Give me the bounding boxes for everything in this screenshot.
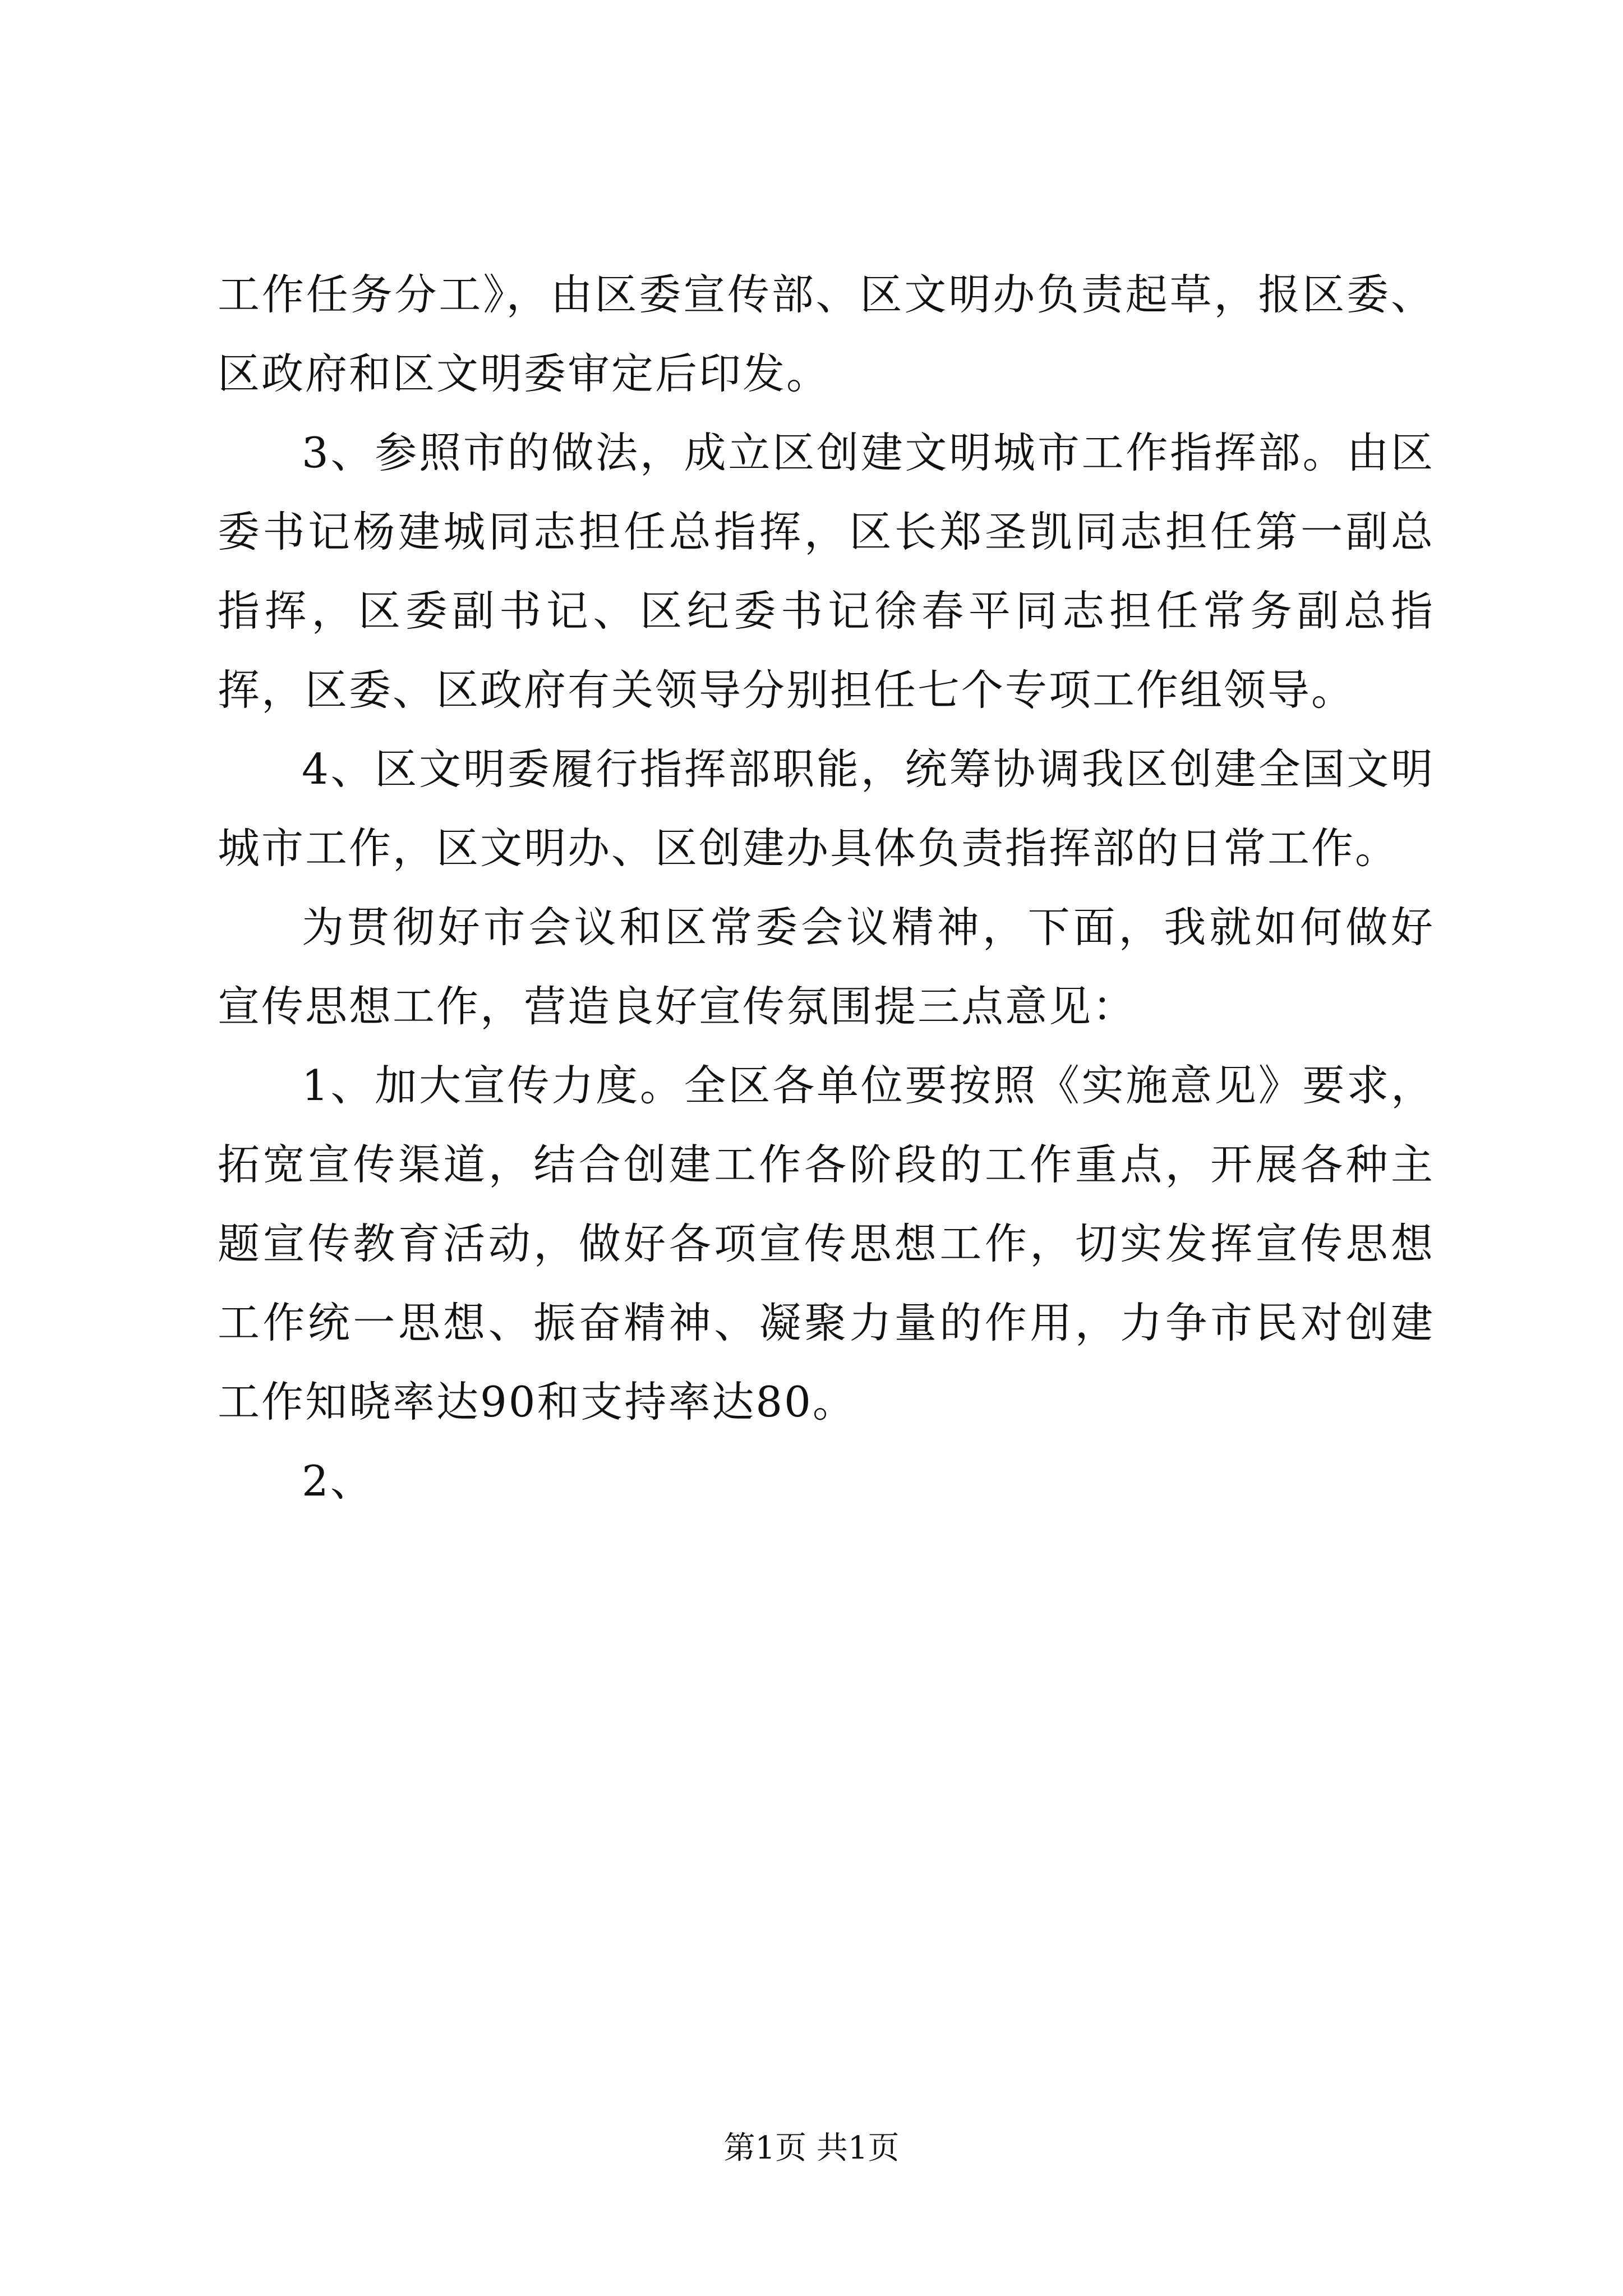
paragraph-intro-opinions: 为贯彻好市会议和区常委会议精神，下面，我就如何做好宣传思想工作，营造良好宣传氛围提三点意见： — [218, 903, 1435, 1031]
paragraph-item-4: 4、区文明委履行指挥部职能，统筹协调我区创建全国文明城市工作，区文明办、区创建办具体负责指挥部的日常工作。 — [218, 744, 1435, 873]
paragraph-item-3: 3、参照市的做法，成立区创建文明城市工作指挥部。由区委书记杨建城同志担任总指挥，区长郑圣凯同志担任第一副总指挥，区委副书记、区纪委书记徐春平同志担任常务副总指挥，区委、区政府有关领导分别担任七个专项工作组领导。 — [218, 428, 1435, 715]
paragraph-opinion-1: 1、加大宣传力度。全区各单位要按照《实施意见》要求，拓宽宣传渠道，结合创建工作各阶段的工作重点，开展各种主题宣传教育活动，做好各项宣传思想工作，切实发挥宣传思想工作统一思想、振奋精神、凝聚力量的作用，力争市民对创建工作知晓率达90和支持率达80。 — [218, 1061, 1435, 1427]
paragraph-task-division: 工作任务分工》，由区委宣传部、区文明办负责起草，报区委、区政府和区文明委审定后印发。 — [218, 270, 1435, 398]
paragraph-opinion-2: 2、 — [302, 1456, 374, 1506]
document-body — [218, 255, 1435, 1521]
page-footer: 第1页 共1页 — [723, 2130, 900, 2166]
